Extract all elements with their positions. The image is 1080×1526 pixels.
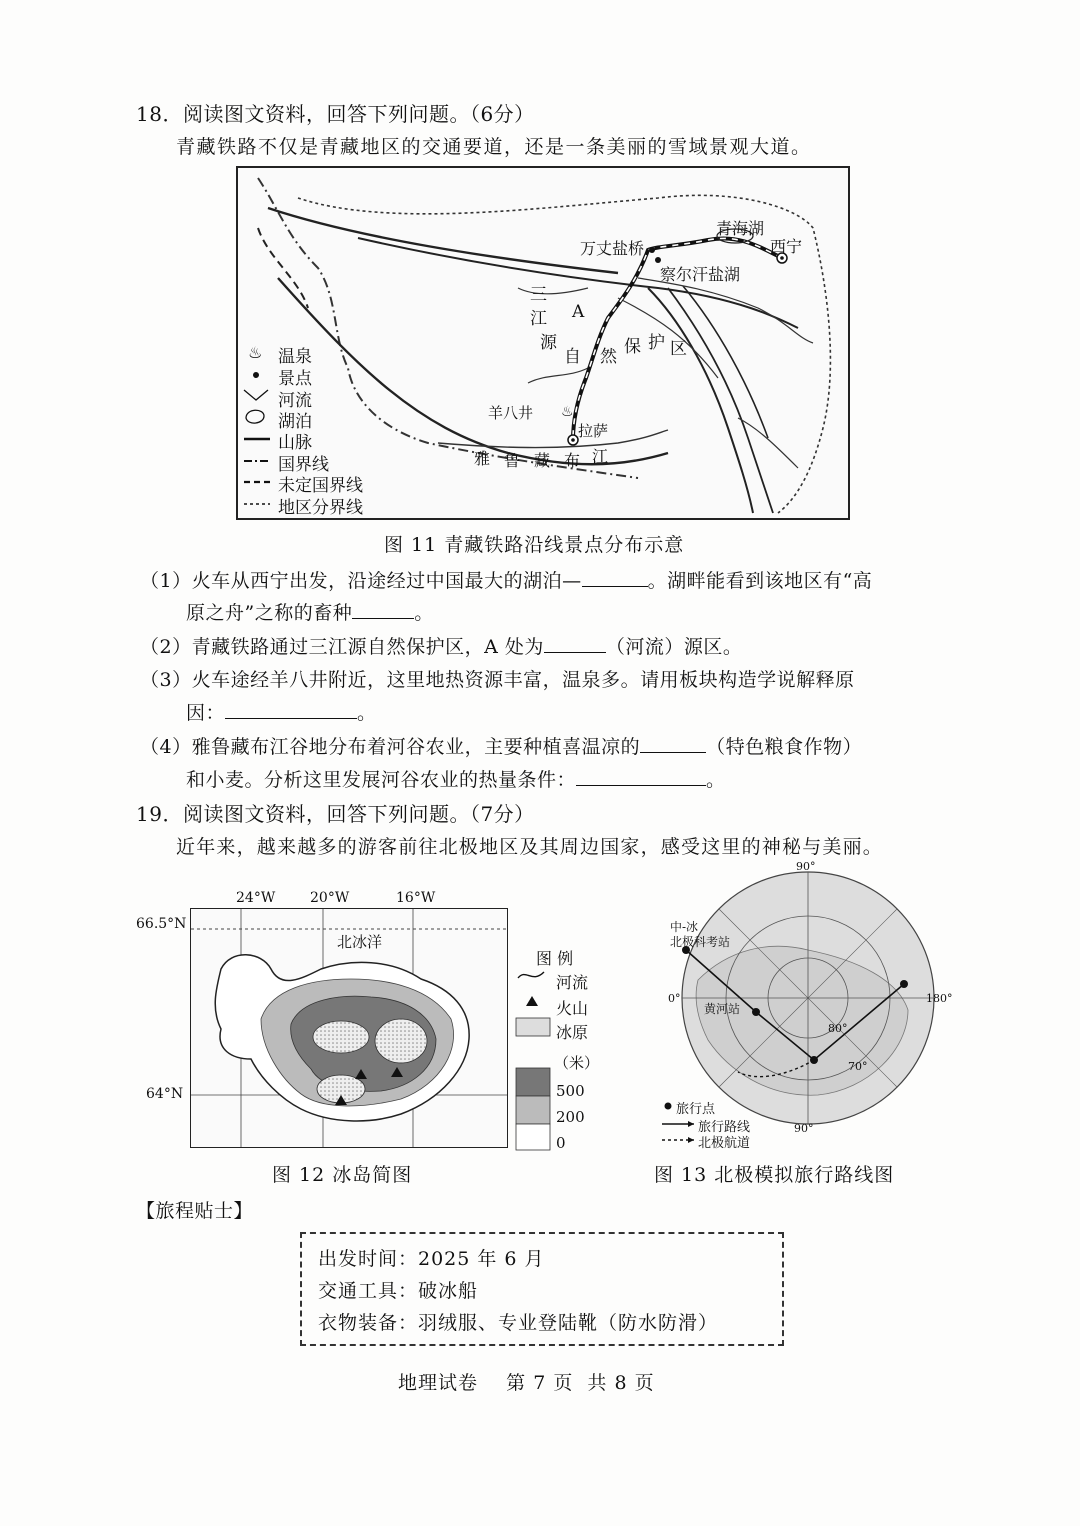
- reserve-char: 源: [540, 333, 557, 353]
- answer-blank[interactable]: [640, 734, 706, 753]
- q18-sub1-text-a: （1）火车从西宁出发，沿途经过中国最大的湖泊—: [140, 570, 582, 592]
- travel-point-legend-icon: [665, 1103, 672, 1110]
- hot-spring-icon: ♨: [561, 404, 574, 420]
- q18-sub2-text-b: （河流）源区。: [605, 636, 743, 658]
- ocean-label: 北冰洋: [337, 933, 383, 951]
- travel-point-icon: [900, 980, 908, 988]
- legend-border: 国界线: [278, 455, 329, 475]
- q18-sub2-text-a: （2）青藏铁路通过三江源自然保护区，A 处为: [140, 636, 544, 658]
- river-char: 布: [564, 451, 581, 470]
- q18-sub4-text-d: 。: [706, 769, 726, 791]
- tips-box: [300, 1232, 784, 1346]
- deg-right: 180°: [926, 992, 953, 1005]
- tips-title: 【旅程贴士】: [136, 1200, 254, 1222]
- q18-sub3-text-c: 。: [357, 702, 377, 724]
- travel-point-icon: [810, 1056, 818, 1064]
- lon-label: 20°W: [310, 890, 350, 906]
- elev-200-swatch: [516, 1096, 550, 1124]
- deg-left: 0°: [668, 992, 681, 1005]
- tip-transport: 交通工具：破冰船: [318, 1280, 479, 1302]
- answer-blank[interactable]: [582, 568, 648, 587]
- scenic-spot-legend-icon: [253, 372, 259, 378]
- label-xining: 西宁: [770, 237, 803, 256]
- elev-200-label: 200: [556, 1108, 585, 1126]
- river-legend-icon: [244, 390, 268, 400]
- deg-70: 70°: [848, 1060, 868, 1073]
- q18-sub1-text-d: 。: [414, 602, 434, 624]
- tip-clothing: 衣物装备：羽绒服、专业登陆靴（防水防滑）: [318, 1312, 719, 1334]
- iceland-legend-title: 图 例: [536, 949, 574, 968]
- reserve-char: A: [572, 302, 585, 322]
- river-char: 雅: [474, 449, 491, 468]
- legend-travel-point: 旅行点: [676, 1102, 716, 1117]
- lat-label: 64°N: [146, 1086, 184, 1102]
- answer-blank[interactable]: [225, 700, 357, 719]
- q19-intro: 近年来，越来越多的游客前往北极地区及其周边国家，感受这里的神秘与美丽。: [176, 836, 884, 858]
- river-char: 鲁: [504, 451, 521, 470]
- legend-river-label: 河流: [556, 973, 589, 992]
- label-qinghaihu: 青海湖: [716, 219, 765, 238]
- q18-heading: 18．阅读图文资料，回答下列问题。（6分）: [136, 102, 535, 126]
- answer-blank[interactable]: [576, 767, 706, 786]
- deg-top: 90°: [796, 860, 816, 873]
- q18-sub1-line1: [140, 566, 872, 593]
- deg-80: 80°: [828, 1022, 848, 1035]
- elev-500-swatch: [516, 1068, 550, 1096]
- label-chaerhan: 察尔汗盐湖: [660, 265, 741, 284]
- q18-sub1-text-c: 原之舟”之称的畜种: [186, 602, 353, 624]
- legend-mountain: 山脉: [278, 433, 312, 453]
- figure-12-iceland-map: [190, 908, 508, 1148]
- elev-0-label: 0: [556, 1134, 566, 1152]
- q18-sub1-text-b: 。湖畔能看到该地区有“高: [647, 570, 873, 592]
- legend-volcano-label: 火山: [556, 999, 589, 1018]
- q18-sub2: [140, 632, 742, 659]
- legend-sea-route: 北极航道: [698, 1136, 751, 1151]
- reserve-char: 自: [564, 347, 581, 367]
- lat-label: 66.5°N: [136, 916, 187, 932]
- legend-river: 河流: [278, 391, 312, 411]
- q19-heading: 19．阅读图文资料，回答下列问题。（7分）: [136, 802, 535, 826]
- q18-sub4-line1: [140, 732, 862, 759]
- legend-undefined-border: 未定国界线: [278, 476, 363, 496]
- page-footer: 地理试卷 第 7 页 共 8 页: [398, 1372, 655, 1394]
- reserve-char: 区: [670, 339, 687, 359]
- legend-region-boundary: 地区分界线: [278, 498, 363, 518]
- label-yangbajing: 羊八井: [488, 404, 534, 422]
- label-lasa: 拉萨: [578, 422, 609, 440]
- river-char: 藏: [534, 451, 551, 470]
- q18-sub3-text-b: 因：: [186, 702, 226, 724]
- yellow-river-station-label: 黄河站: [704, 1002, 741, 1016]
- reserve-char: 护: [648, 333, 665, 353]
- q18-intro: 青藏铁路不仅是青藏地区的交通要道，还是一条美丽的雪域景观大道。: [176, 136, 812, 158]
- q18-sub4-text-c: 和小麦。分析这里发展河谷农业的热量条件：: [186, 769, 577, 791]
- reserve-char: 然: [600, 347, 617, 367]
- river-legend-icon: [518, 972, 544, 978]
- q18-sub1-line2: [186, 598, 434, 625]
- volcano-legend-icon: [526, 996, 538, 1006]
- q18-sub4-text-a: （4）雅鲁藏布江谷地分布着河谷农业，主要种植喜温凉的: [140, 736, 641, 758]
- legend-scenic-spot: 景点: [278, 369, 312, 389]
- lon-label: 16°W: [396, 890, 436, 906]
- hot-spring-legend-icon: ♨: [248, 343, 263, 362]
- q18-sub4-text-b: （特色粮食作物）: [706, 736, 863, 758]
- legend-route: 旅行路线: [698, 1120, 751, 1135]
- deg-bottom: 90°: [794, 1122, 814, 1135]
- lon-label: 24°W: [236, 890, 276, 906]
- reserve-char: 江: [530, 309, 547, 329]
- iceland-legend-symbols: [514, 964, 554, 1164]
- station-label: 中-冰 北极科考站: [670, 920, 731, 949]
- figure-11-map: [236, 166, 850, 520]
- reserve-char: 三: [530, 285, 547, 305]
- ice-field-legend-icon: [516, 1018, 550, 1036]
- river-char: 江: [592, 447, 609, 466]
- q18-sub3-line1: （3）火车途经羊八井附近，这里地热资源丰富，温泉多。请用板块构造学说解释原: [140, 669, 855, 691]
- elev-500-label: 500: [556, 1082, 585, 1100]
- legend-lake: 湖泊: [278, 412, 312, 432]
- figure-12-caption: 图 12 冰岛简图: [272, 1164, 413, 1186]
- figure-13-caption: 图 13 北极模拟旅行路线图: [654, 1164, 895, 1186]
- elev-0-swatch: [516, 1124, 550, 1150]
- travel-point-icon: [752, 1008, 760, 1016]
- answer-blank[interactable]: [352, 600, 414, 619]
- legend-ice-label: 冰原: [556, 1023, 589, 1042]
- q18-sub4-line2: [186, 765, 726, 792]
- lake-legend-icon: [246, 410, 264, 423]
- label-wanzhang: 万丈盐桥: [580, 239, 645, 258]
- q18-sub3-line2: [186, 698, 377, 725]
- reserve-char: 保: [624, 337, 641, 357]
- elev-unit: （米）: [554, 1054, 600, 1072]
- legend-hot-spring: 温泉: [278, 347, 312, 367]
- figure-11-caption: 图 11 青藏铁路沿线景点分布示意: [384, 534, 685, 556]
- answer-blank[interactable]: [544, 634, 606, 653]
- tip-departure: 出发时间：2025 年 6 月: [318, 1248, 545, 1270]
